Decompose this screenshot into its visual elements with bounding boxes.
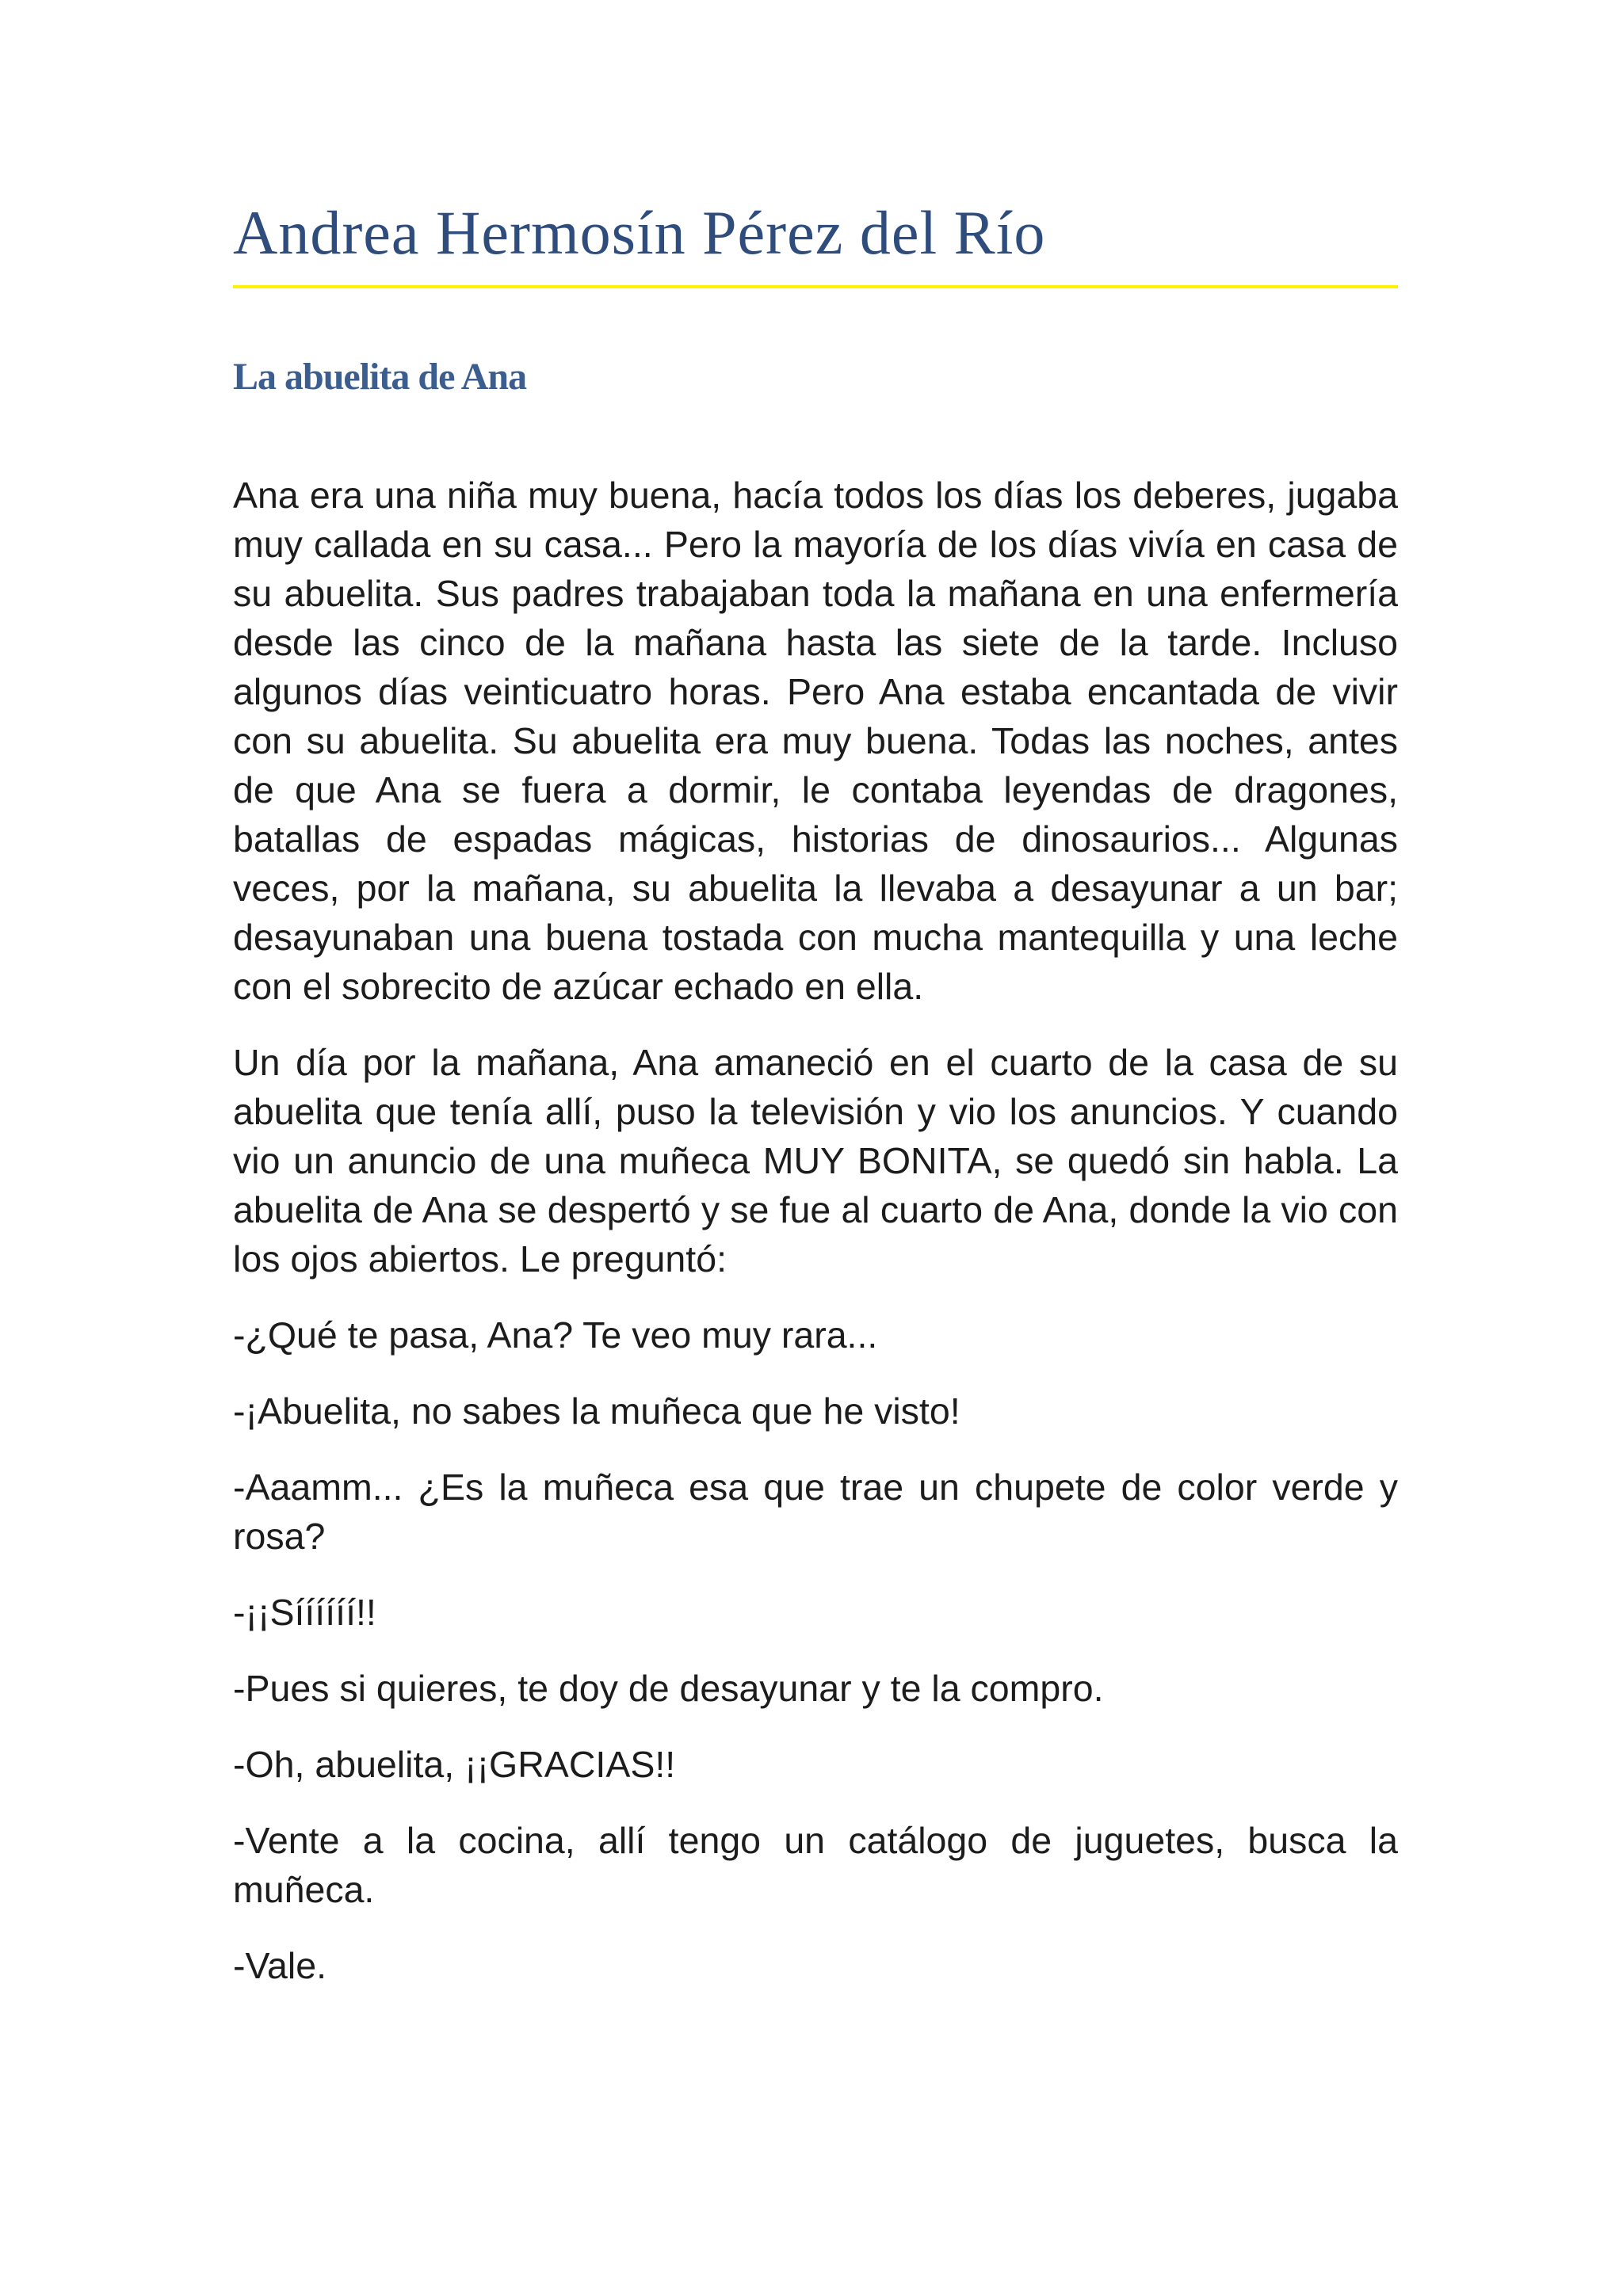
story-body <box>233 471 1398 2017</box>
dialogue-line: -¿Qué te pasa, Ana? Te veo muy rara... <box>233 1314 878 1356</box>
dialogue-line: -Pues si quieres, te doy de desayunar y te la compro. <box>233 1668 1104 1709</box>
author-heading: Andrea Hermosín Pérez del Río <box>233 198 1046 267</box>
paragraph: Un día por la mañana, Ana amaneció en el cuarto de la casa de su abuelita que tenía allí, puso la televisión y vio los anuncios. Y cuando vio un anuncio de una muñeca MUY BONITA, se quedó sin habla. La abuelita de Ana se despertó y se fue al cuarto de Ana, donde la vio con los ojos abiertos. Le preguntó: <box>233 1042 1398 1280</box>
paragraph: Ana era una niña muy buena, hacía todos los días los deberes, jugaba muy callada en su casa... Pero la mayoría de los días vivía en casa de su abuelita. Sus padres trabajaban toda la mañana en una enfermería desde las cinco de la mañana hasta las siete de la tarde. Incluso algunos días veinticuatro horas. Pero Ana estaba encantada de vivir con su abuelita. Su abuelita era muy buena. Todas las noches, antes de que Ana se fuera a dormir, le contaba leyendas de dragones, batallas de espadas mágicas, historias de dinosaurios... Algunas veces, por la mañana, su abuelita la llevaba a desayunar a un bar; desayunaban una buena tostada con mucha mantequilla y una leche con el sobrecito de azúcar echado en ella. <box>233 475 1398 1007</box>
story-title: La abuelita de Ana <box>233 356 527 398</box>
dialogue-line: -Vente a la cocina, allí tengo un catálogo de juguetes, busca la muñeca. <box>233 1820 1398 1910</box>
dialogue-line: -Aaamm... ¿Es la muñeca esa que trae un chupete de color verde y rosa? <box>233 1466 1398 1557</box>
heading-divider <box>233 285 1398 288</box>
dialogue-line: -Oh, abuelita, ¡¡GRACIAS!! <box>233 1744 676 1785</box>
dialogue-line: -¡Abuelita, no sabes la muñeca que he visto! <box>233 1390 960 1432</box>
dialogue-line: -¡¡Síííííí!! <box>233 1592 376 1633</box>
dialogue-line: -Vale. <box>233 1945 327 1986</box>
